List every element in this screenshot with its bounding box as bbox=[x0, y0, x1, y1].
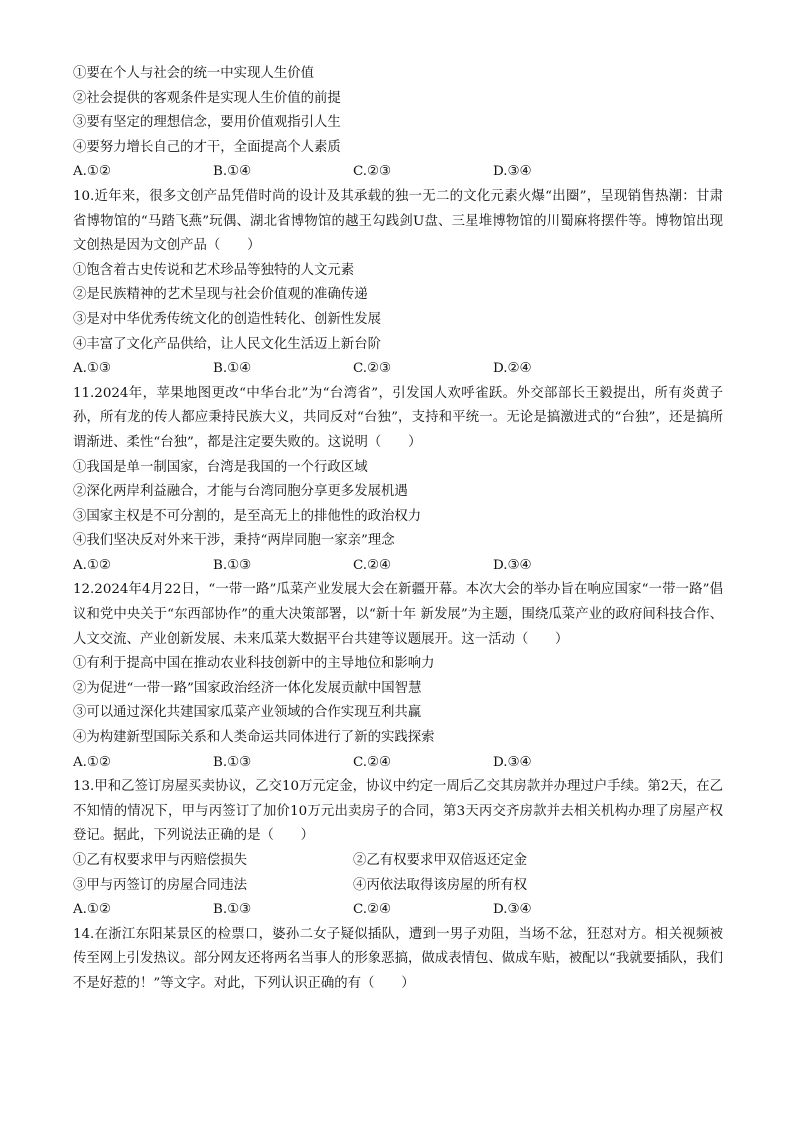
q9-item-1: ①要在个人与社会的统一中实现人生价值 bbox=[73, 66, 315, 81]
q11-item-2: ②深化两岸利益融合，才能与台湾同胞分享更多发展机遇 bbox=[73, 484, 408, 500]
q10-item-4: ④丰富了文化产品供给，让人民文化生活迈上新台阶 bbox=[73, 336, 381, 352]
q9-option-b[interactable]: B.①④ bbox=[213, 164, 252, 180]
q13-option-d[interactable]: D.③④ bbox=[493, 902, 532, 918]
q13-option-c[interactable]: C.②④ bbox=[353, 902, 392, 918]
q10-option-d[interactable]: D.②④ bbox=[493, 361, 532, 377]
q9-option-d[interactable]: D.③④ bbox=[493, 164, 532, 180]
q12-item-4: ④为构建新型国际关系和人类命运共同体进行了新的实践探索 bbox=[73, 730, 435, 746]
q11-item-4: ④我们坚决反对外来干涉，秉持“两岸同胞一家亲”理念 bbox=[73, 533, 395, 549]
q14-stem: 14.在浙江东阳某景区的检票口，婆孙二女子疑似插队，遭到一男子劝阻，当场不忿，狂怼对方。相关视频被传至网上引发热议。部分网友还将两名当事人的形象恶搞，做成表情包、做成车贴，被配以“我就要插队，我们不是好惹的！”等文字。对此，下列认识正确的有（ ） bbox=[73, 926, 723, 991]
q10-option-a[interactable]: A.①③ bbox=[73, 361, 111, 377]
q13-items-row-2 bbox=[73, 874, 723, 899]
q13-item-2: ②乙有权要求甲双倍返还定金 bbox=[353, 853, 528, 868]
question-9 bbox=[73, 62, 723, 185]
q9-item-4: ④要努力增长自己的才干，全面提高个人素质 bbox=[73, 139, 341, 155]
q11-stem: 11.2024年，苹果地图更改“中华台北”为“台湾省”，引发国人欢呼雀跃。外交部部长王毅提出，所有炎黄子孙，所有龙的传人都应秉持民族大义，共同反对“台独”，支持和平统一。无论是搞激进式的“台独”，还是搞所谓渐进、柔性“台独”，都是注定要失败的。这说明（ ） bbox=[73, 385, 723, 450]
q10-stem: 10.近年来，很多文创产品凭借时尚的设计及其承载的独一无二的文化元素火爆“出圈”，呈现销售热潮：甘肃省博物馆的“马踏飞燕”玩偶、湖北省博物馆的越王勾践剑U盘、三星堆博物馆的川蜀麻将摆件等。博物馆出现文创热是因为文创产品（ ） bbox=[73, 188, 723, 254]
q9-option-a[interactable]: A.①② bbox=[73, 164, 111, 180]
q12-option-d[interactable]: D.③④ bbox=[493, 754, 532, 770]
q10-option-b[interactable]: B.①④ bbox=[213, 361, 252, 377]
q11-item-3: ③国家主权是不可分割的，是至高无上的排他性的政治权力 bbox=[73, 508, 422, 524]
q13-stem: 13.甲和乙签订房屋买卖协议，乙交10万元定金，协议中约定一周后乙交其房款并办理过户手续。第2天，在乙不知情的情况下，甲与丙签订了加价10万元出卖房子的合同，第3天丙交齐房款并去相关机构办理了房屋产权登记。据此，下列说法正确的是（ ） bbox=[73, 779, 723, 844]
q13-options bbox=[73, 898, 723, 923]
q11-option-a[interactable]: A.①② bbox=[73, 557, 111, 573]
q12-item-1: ①有利于提高中国在推动农业科技创新中的主导地位和影响力 bbox=[73, 656, 435, 672]
q9-item-3: ③要有坚定的理想信念，要用价值观指引人生 bbox=[73, 115, 341, 131]
q11-option-b[interactable]: B.①③ bbox=[213, 557, 252, 573]
q10-option-c[interactable]: C.②③ bbox=[353, 361, 392, 377]
q9-option-c[interactable]: C.②③ bbox=[353, 164, 392, 180]
question-13 bbox=[73, 775, 723, 923]
q11-option-c[interactable]: C.②④ bbox=[353, 557, 392, 573]
q13-item-4: ④丙依法取得该房屋的所有权 bbox=[353, 877, 528, 893]
q13-option-a[interactable]: A.①② bbox=[73, 902, 111, 918]
q9-options bbox=[73, 160, 723, 185]
q10-item-3: ③是对中华优秀传统文化的创造性转化、创新性发展 bbox=[73, 311, 381, 327]
q10-item-2: ②是民族精神的艺术呈现与社会价值观的准确传递 bbox=[73, 287, 368, 303]
question-14 bbox=[73, 923, 723, 997]
question-10 bbox=[73, 185, 723, 382]
q11-option-d[interactable]: D.③④ bbox=[493, 557, 532, 573]
q10-options bbox=[73, 357, 723, 382]
q13-item-1: ①乙有权要求甲与丙赔偿损失 bbox=[73, 853, 248, 868]
q12-option-c[interactable]: C.②④ bbox=[353, 754, 392, 770]
q13-items-row-1 bbox=[73, 849, 723, 874]
q12-options bbox=[73, 751, 723, 776]
q12-option-a[interactable]: A.①② bbox=[73, 754, 111, 770]
q12-item-3: ③可以通过深化共建国家瓜菜产业领域的合作实现互利共赢 bbox=[73, 705, 422, 721]
question-11 bbox=[73, 382, 723, 579]
q9-item-2: ②社会提供的客观条件是实现人生价值的前提 bbox=[73, 90, 341, 106]
q12-option-b[interactable]: B.①③ bbox=[213, 754, 252, 770]
question-12 bbox=[73, 578, 723, 775]
q11-options bbox=[73, 554, 723, 579]
q13-option-b[interactable]: B.①③ bbox=[213, 902, 252, 918]
q10-item-1: ①饱含着古史传说和艺术珍品等独特的人文元素 bbox=[73, 262, 355, 278]
q13-item-3: ③甲与丙签订的房屋合同违法 bbox=[73, 877, 248, 893]
q12-stem: 12.2024年4月22日，“一带一路”瓜菜产业发展大会在新疆开幕。本次大会的举办旨在响应国家“一带一路”倡议和党中央关于“东西部协作”的重大决策部署，以“新十年 新发展”为主题，围绕瓜菜产业的政府间科技合作、人文交流、产业创新发展、未来瓜菜大数据平台共建等议题展开。这一活动（ ） bbox=[73, 582, 723, 647]
exam-page bbox=[73, 62, 723, 997]
q11-item-1: ①我国是单一制国家，台湾是我国的一个行政区域 bbox=[73, 459, 368, 475]
q12-item-2: ②为促进“一带一路”国家政治经济一体化发展贡献中国智慧 bbox=[73, 680, 422, 696]
